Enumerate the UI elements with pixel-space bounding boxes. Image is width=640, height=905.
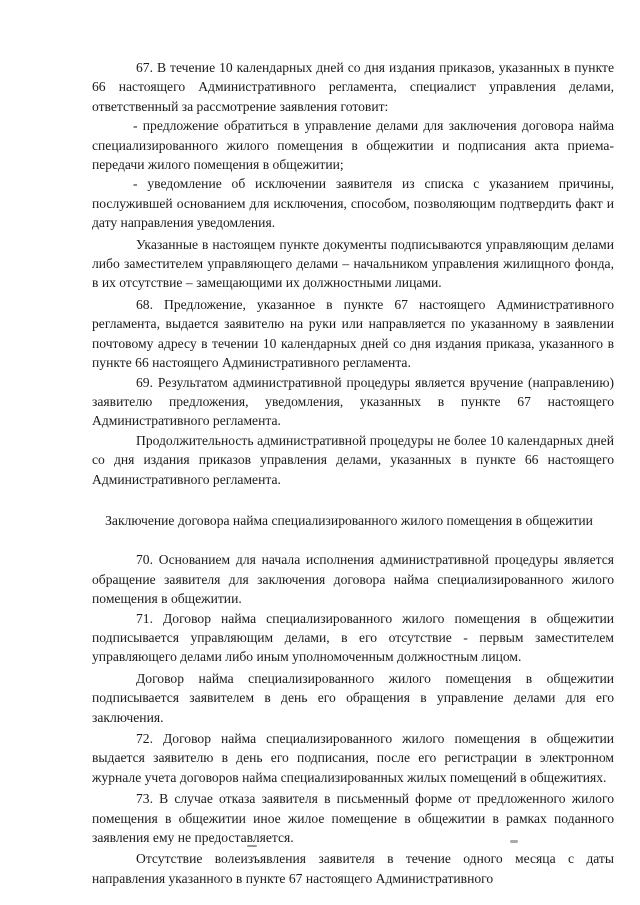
paragraph-contract-signing: Договор найма специализированного жилого помещения в общежитии подписывается заявителем в день его обращения в управление делами для его заключения. [92,670,614,725]
list-item-notice: - уведомление об исключении заявителя из списка с указанием причины, послужившей основанием для исключения, способом, позволяющим подтвердить факт и дату направления уведомления. [92,176,614,231]
paragraph-70: 70. Основанием для начала исполнения административной процедуры является обращение заявителя для заключения договора найма специализированного жилого помещения в общежитии. [92,552,614,607]
paragraph-absence: Отсутствие волеизъявления заявителя в течение одного месяца с даты направления указанного в пункте 67 настоящего Административного [92,851,614,886]
paragraph-duration: Продолжительность административной процедуры не более 10 календарных дней со дня издания приказов управления делами, указанных в пункте 66 настоящего Административного регламента. [92,432,614,487]
scan-mark [510,840,518,843]
paragraph-69: 69. Результатом административной процедуры является вручение (направлению) заявителю предложения, уведомления, указанных в пункте 67 настоящего Административного регламента. [92,374,614,429]
paragraph-73: 73. В случае отказа заявителя в письменный форме от предложенного жилого помещения в общежитии иное жилое помещение в общежитии в рамках поданного заявления ему не предоставляется. [92,791,614,846]
paragraph-72: 72. Договор найма специализированного жилого помещения в общежитии выдается заявителю в день его подписания, после его регистрации в электронном журнале учета договоров найма специализированных жилых помещений в общежитиях. [92,731,614,785]
document-body [92,58,614,888]
scan-mark [247,845,257,847]
list-item-offer: - предложение обратиться в управление делами для заключения договора найма специализированного жилого помещения в общежитии и подписания акта приема-передачи жилого помещения в общежитии; [92,118,614,173]
paragraph-71: 71. Договор найма специализированного жилого помещения в общежитии подписывается управляющим делами, в его отсутствие - первым заместителем управляющего делами либо иным уполномоченным должностным лицом. [92,610,614,665]
section-heading: Заключение договора найма специализированного жилого помещения в общежитии [105,512,593,528]
paragraph-signing: Указанные в настоящем пункте документы подписываются управляющим делами либо заместителем управляющего делами – начальником управления жилищного фонда, в их отсутствие – замещающими их должностными лицами. [92,236,614,291]
paragraph-68: 68. Предложение, указанное в пункте 67 настоящего Административного регламента, выдается заявителю на руки или направляется по указанному в заявлении почтовому адресу в течении 10 календарных дней со дня издания приказа, указанного в пункте 66 настоящего Административного регламента. [92,296,614,371]
paragraph-67: 67. В течение 10 календарных дней со дня издания приказов, указанных в пункте 66 настоящего Административного регламента, специалист управления делами, ответственный за рассмотрение заявления готовит: [92,60,614,114]
